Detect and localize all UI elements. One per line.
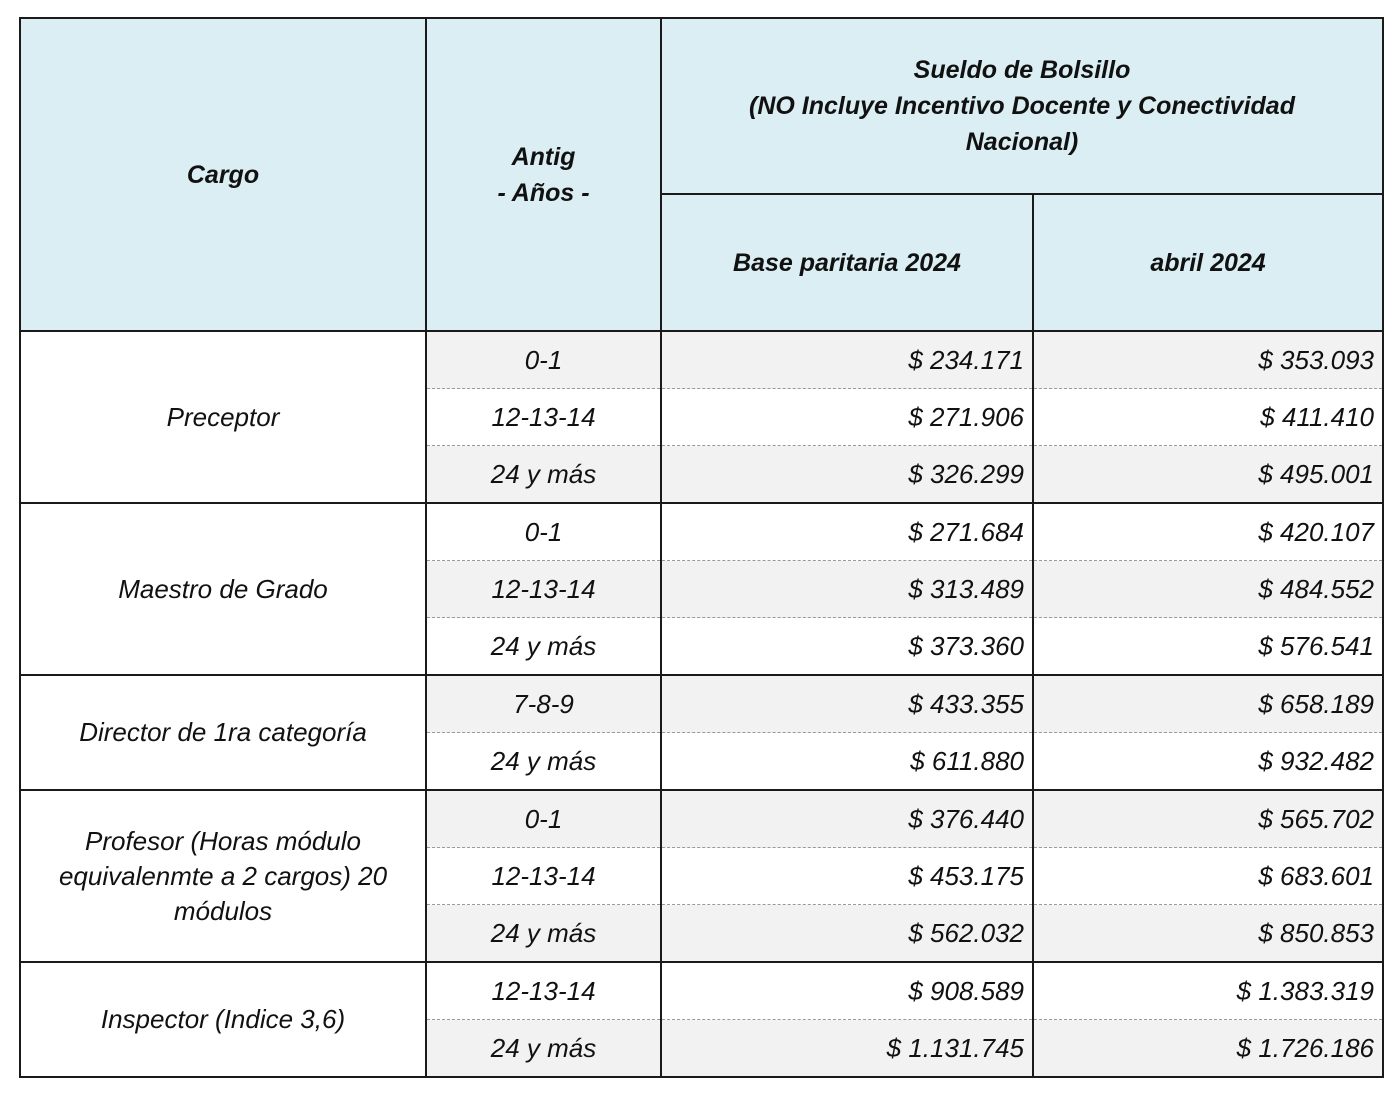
antig-cell: 12-13-14 [426,962,661,1020]
abril-cell: $ 576.541 [1033,618,1383,676]
header-antig [426,18,661,331]
header-antig-line2: - Años - [497,178,590,207]
antig-cell: 12-13-14 [426,561,661,618]
salary-table [19,17,1384,1078]
cargo-cell [20,962,426,1077]
header-sueldo-line1: Sueldo de Bolsillo [913,56,1131,84]
antig-cell: 7-8-9 [426,675,661,733]
cargo-label-line: módulos [173,895,273,926]
base-paritaria-cell: $ 908.589 [661,962,1033,1020]
antig-cell: 24 y más [426,905,661,963]
base-paritaria-cell: $ 562.032 [661,905,1033,963]
abril-cell: $ 495.001 [1033,446,1383,504]
base-paritaria-cell: $ 271.906 [661,389,1033,446]
antig-cell: 0-1 [426,503,661,561]
base-paritaria-cell: $ 313.489 [661,561,1033,618]
header-antig-line1: Antig [511,142,576,171]
cargo-cell [20,790,426,962]
cargo-label-line: Preceptor [166,401,280,432]
abril-cell: $ 411.410 [1033,389,1383,446]
table-row [20,503,1383,561]
cargo-label-line: Inspector (Indice 3,6) [100,1004,346,1034]
base-paritaria-cell: $ 453.175 [661,848,1033,905]
base-paritaria-cell: $ 611.880 [661,733,1033,791]
antig-cell: 24 y más [426,1020,661,1078]
abril-cell: $ 1.726.186 [1033,1020,1383,1078]
abril-cell: $ 353.093 [1033,331,1383,389]
table-row [20,675,1383,733]
base-paritaria-cell: $ 271.684 [661,503,1033,561]
cargo-cell [20,331,426,503]
abril-cell: $ 1.383.319 [1033,962,1383,1020]
antig-cell: 24 y más [426,446,661,504]
abril-cell: $ 658.189 [1033,675,1383,733]
abril-cell: $ 683.601 [1033,848,1383,905]
antig-cell: 0-1 [426,790,661,848]
base-paritaria-cell: $ 326.299 [661,446,1033,504]
abril-cell: $ 565.702 [1033,790,1383,848]
cargo-label-line: Profesor (Horas módulo [85,825,361,856]
base-paritaria-cell: $ 433.355 [661,675,1033,733]
table-body [20,331,1383,1077]
cargo-cell [20,503,426,675]
table-row [20,962,1383,1020]
header-sueldo-group [661,18,1383,194]
header-cargo: Cargo [20,18,426,331]
cargo-label-line: Director de 1ra categoría [79,717,367,747]
header-sueldo-line2: (NO Incluye Incentivo Docente y Conectividad [749,92,1295,120]
header-sueldo-line3: Nacional) [965,128,1079,156]
antig-cell: 0-1 [426,331,661,389]
header-abril: abril 2024 [1033,194,1383,331]
base-paritaria-cell: $ 1.131.745 [661,1020,1033,1078]
antig-cell: 24 y más [426,618,661,676]
table-row [20,790,1383,848]
abril-cell: $ 932.482 [1033,733,1383,791]
table-header [20,18,1383,331]
base-paritaria-cell: $ 373.360 [661,618,1033,676]
abril-cell: $ 420.107 [1033,503,1383,561]
abril-cell: $ 850.853 [1033,905,1383,963]
abril-cell: $ 484.552 [1033,561,1383,618]
base-paritaria-cell: $ 376.440 [661,790,1033,848]
table-row [20,331,1383,389]
antig-cell: 12-13-14 [426,389,661,446]
header-base-paritaria: Base paritaria 2024 [661,194,1033,331]
base-paritaria-cell: $ 234.171 [661,331,1033,389]
cargo-cell [20,675,426,790]
cargo-label-line: equivalenmte a 2 cargos) 20 [58,860,388,891]
cargo-label-line: Maestro de Grado [118,573,328,604]
antig-cell: 12-13-14 [426,848,661,905]
antig-cell: 24 y más [426,733,661,791]
